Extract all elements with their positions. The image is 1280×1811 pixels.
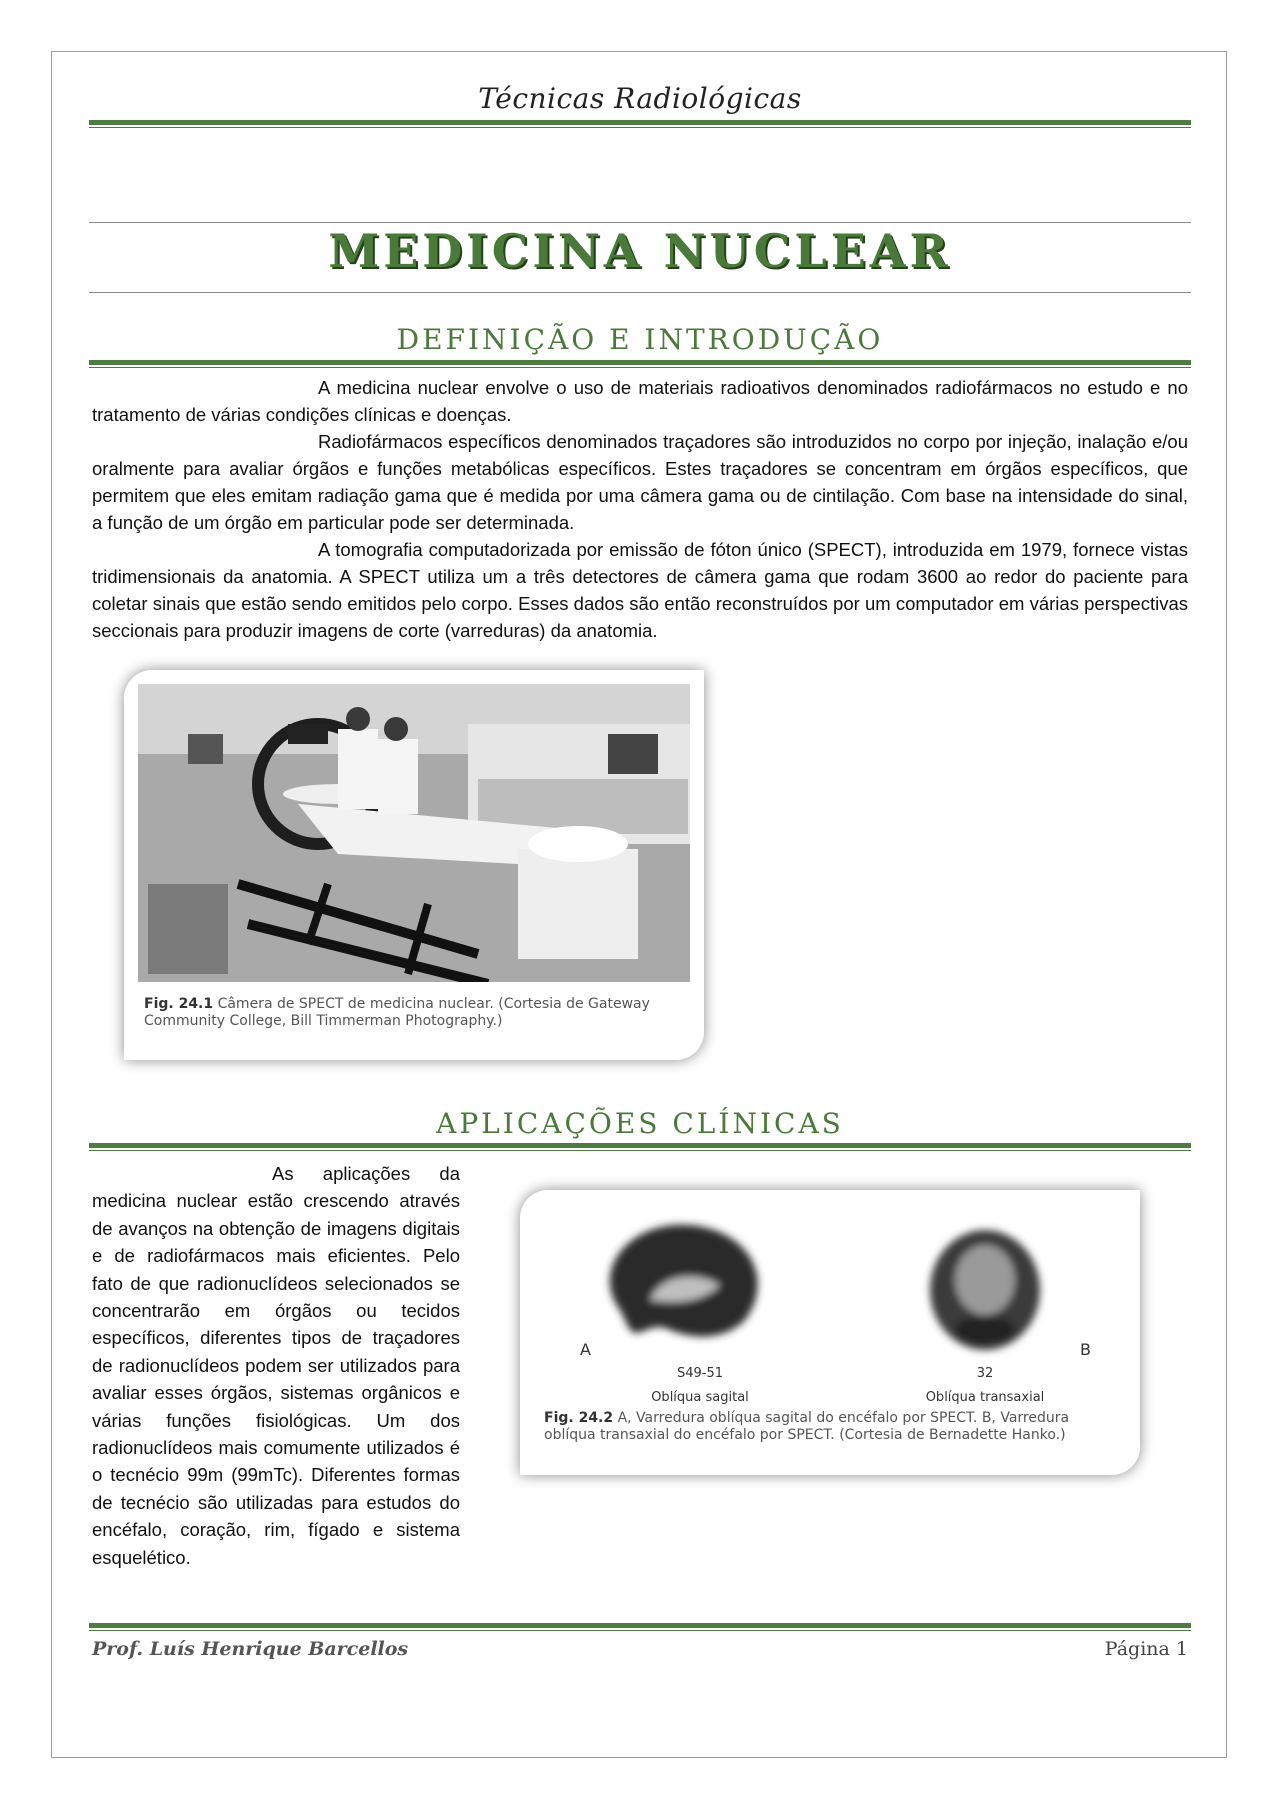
spect-camera-illustration <box>138 684 690 982</box>
figure-spect-scans <box>520 1190 1140 1475</box>
paragraph: As aplicações da medicina nuclear estão crescendo através de avanços na obtenção de imagens digitais e de radiofármacos mais eficientes. Pelo fato de que radionuclídeos selecionados se concentrarão em órgãos ou tecidos específicos, diferentes tipos de traçadores de radionuclídeos podem ser utilizados para avaliar esses órgãos, sistemas orgânicos e várias funções fisiológicas. Um dos radionuclídeos mais comumente utilizados é o tecnécio 99m (99mTc). Diferentes formas de tecnécio são utilizadas para estudos do encéfalo, coração, rim, fígado e sistema esquelético. <box>92 1163 460 1568</box>
section-heading-definicao: DEFINIÇÃO E INTRODUÇÃO <box>396 323 884 356</box>
footer-author: Prof. Luís Henrique Barcellos <box>92 1638 409 1660</box>
figure-label: Fig. 24.2 <box>544 1410 614 1426</box>
spect-camera-photo <box>138 684 690 982</box>
section-rule <box>89 1143 1191 1148</box>
title-rule-top <box>89 222 1191 223</box>
section-rule-thin <box>89 367 1191 368</box>
panel-b-letter: B <box>1080 1340 1091 1359</box>
paragraph: A tomografia computadorizada por emissão de fóton único (SPECT), introduzida em 1979, fornece vistas tridimensionais da anatomia. A SPECT utiliza um a três detectores de câmera gama que rodam 3600 ao redor do paciente para coletar sinais que estão sendo emitidos pelo corpo. Esses dados são então reconstruídos por um computador em várias perspectivas seccionais para produzir imagens de corte (varreduras) da anatomia. <box>92 539 1188 641</box>
figure-caption-text: A, Varredura oblíqua sagital do encéfalo por SPECT. B, Varredura oblíqua transaxial do encéfalo por SPECT. (Cortesia de Bernadette Hanko.) <box>544 1410 1070 1443</box>
title-rule-bottom <box>89 292 1191 293</box>
section-heading-aplicacoes: APLICAÇÕES CLÍNICAS <box>436 1107 844 1140</box>
footer-page-number: Página 1 <box>1104 1638 1188 1660</box>
section-rule-thin <box>89 1150 1191 1151</box>
figure-caption <box>544 1410 1124 1444</box>
paragraph: A medicina nuclear envolve o uso de materiais radioativos denominados radiofármacos no estudo e no tratamento de várias condições clínicas e doenças. <box>92 377 1188 425</box>
clinical-applications-text <box>92 1160 460 1571</box>
panel-a-letter: A <box>580 1340 591 1359</box>
panel-a-code: S49-51 <box>676 1366 724 1381</box>
header-rule-thin <box>89 127 1191 128</box>
spect-brain-scans <box>520 1190 1140 1390</box>
figure-caption-text: Câmera de SPECT de medicina nuclear. (Cortesia de Gateway Community College, Bill Timmerman Photography.) <box>144 996 650 1029</box>
intro-text <box>92 374 1188 644</box>
panel-a-view: Oblíqua sagital <box>651 1390 749 1405</box>
header-rule <box>89 120 1191 125</box>
section-rule <box>89 360 1191 365</box>
paragraph: Radiofármacos específicos denominados traçadores são introduzidos no corpo por injeção, inalação e/ou oralmente para avaliar órgãos e funções metabólicas específicos. Estes traçadores se concentram em órgãos específicos, que permitem que eles emitam radiação gama que é medida por uma câmera gama ou de cintilação. Com base na intensidade do sinal, a função de um órgão em particular pode ser determinada. <box>92 431 1188 533</box>
figure-label: Fig. 24.1 <box>144 996 214 1012</box>
panel-b-view: Oblíqua transaxial <box>925 1390 1045 1405</box>
figure-caption <box>144 996 694 1030</box>
footer-rule <box>89 1623 1191 1628</box>
page-title: MEDICINA NUCLEAR <box>328 224 952 278</box>
footer-rule-thin <box>89 1630 1191 1631</box>
running-header: Técnicas Radiológicas <box>478 82 802 115</box>
panel-b-code: 32 <box>976 1366 994 1381</box>
figure-spect-camera <box>124 670 704 1060</box>
